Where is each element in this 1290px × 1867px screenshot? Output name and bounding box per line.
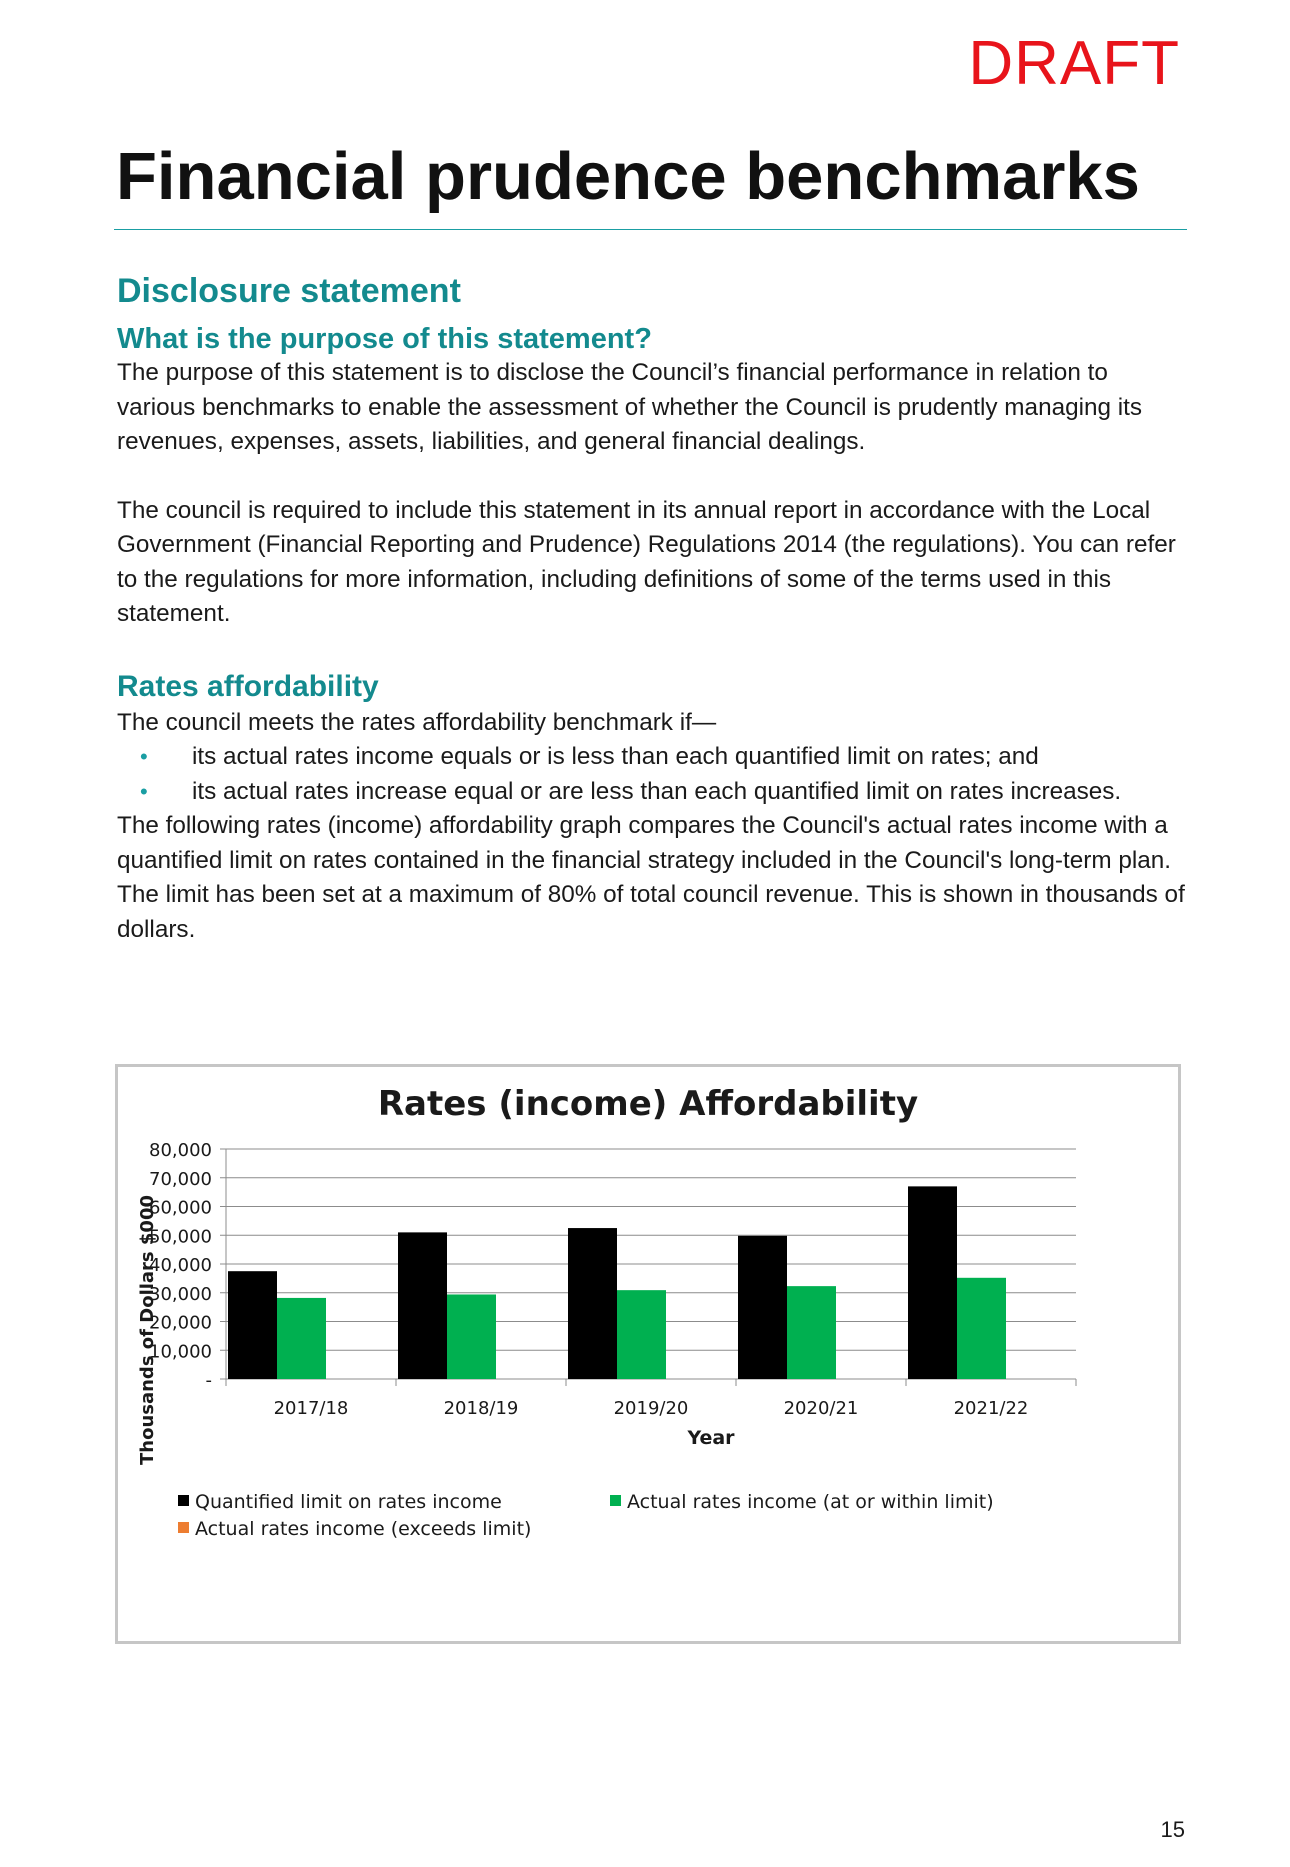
- purpose-paragraph: The purpose of this statement is to disclose the Council’s financial performance in relation to various benchmarks to enable the assessment of whether the Council is prudently managing its revenues, expenses, assets, liabilities, and general financial dealings.: [117, 359, 1143, 455]
- bar-quantified-limit: [908, 1186, 957, 1379]
- disclosure-heading: Disclosure statement: [117, 272, 461, 310]
- rates-affordability-chart: [115, 1064, 1181, 1644]
- purpose-heading: What is the purpose of this statement?: [117, 323, 652, 355]
- y-axis-label: Thousands of Dollars $000: [137, 1194, 158, 1466]
- rates-intro: The council meets the rates affordability benchmark if—: [117, 708, 717, 736]
- y-tick-label: 60,000: [149, 1197, 212, 1219]
- x-tick-label: 2019/20: [613, 1398, 689, 1419]
- chart-canvas: [118, 1067, 1178, 1641]
- legend-item-within-limit: Actual rates income (at or within limit): [610, 1491, 994, 1513]
- bar-actual-rates: [957, 1278, 1006, 1379]
- bar-actual-rates: [787, 1286, 836, 1379]
- legend-swatch: [178, 1522, 189, 1533]
- bullet-icon: •: [140, 744, 148, 769]
- y-tick-label: 50,000: [149, 1226, 212, 1248]
- bar-actual-rates: [447, 1294, 496, 1379]
- y-tick-label: -: [205, 1370, 212, 1391]
- page-number: 15: [1160, 1817, 1185, 1842]
- x-tick-label: 2017/18: [273, 1398, 349, 1419]
- bullet-icon: •: [140, 778, 148, 804]
- page-title: Financial prudence benchmarks: [116, 139, 1140, 214]
- y-tick-label: 80,000: [149, 1140, 212, 1161]
- title-divider: [114, 229, 1187, 230]
- bar-quantified-limit: [228, 1271, 277, 1379]
- bar-actual-rates: [617, 1290, 666, 1379]
- y-tick-label: 70,000: [149, 1168, 212, 1190]
- legend-swatch: [610, 1495, 621, 1506]
- list-item: • its actual rates increase equal or are less than each quantified limit on rates increases.: [117, 775, 1187, 810]
- bar-actual-rates: [277, 1298, 326, 1379]
- legend-swatch: [178, 1495, 189, 1506]
- list-item: • its actual rates income equals or is less than each quantified limit on rates; and: [117, 740, 1187, 775]
- y-tick-label: 20,000: [149, 1312, 212, 1334]
- x-tick-label: 2020/21: [783, 1398, 859, 1419]
- x-axis-label: Year: [687, 1427, 735, 1449]
- benchmark-conditions-list: [117, 740, 1187, 809]
- draft-watermark: DRAFT: [968, 29, 1180, 98]
- y-tick-label: 30,000: [149, 1283, 212, 1305]
- bar-quantified-limit: [398, 1232, 447, 1379]
- x-tick-label: 2018/19: [443, 1398, 519, 1419]
- y-tick-label: 10,000: [149, 1341, 212, 1363]
- graph-description: The following rates (income) affordability graph compares the Council's actual rates income with a quantified limit on rates contained in the financial strategy included in the Council's long-term plan. The limit has been set at a maximum of 80% of total council revenue. This is shown in thousands of dollars.: [117, 812, 1185, 943]
- bar-quantified-limit: [568, 1228, 617, 1379]
- chart-title: Rates (income) Affordability: [377, 1084, 919, 1124]
- bar-quantified-limit: [738, 1236, 787, 1379]
- requirement-paragraph: The council is required to include this statement in its annual report in accordance with the Local Government (Financial Reporting and Prudence) Regulations 2014 (the regulations). You can refer to the regulations for more information, including definitions of some of the terms used in this statement.: [117, 496, 1176, 627]
- main-content: [117, 272, 1187, 947]
- x-tick-label: 2021/22: [953, 1398, 1029, 1419]
- y-tick-label: 40,000: [149, 1255, 212, 1276]
- rates-affordability-heading: Rates affordability: [117, 669, 379, 703]
- legend-item-limit: Quantified limit on rates income: [178, 1491, 502, 1513]
- legend-item-exceeds-limit: Actual rates income (exceeds limit): [178, 1518, 531, 1540]
